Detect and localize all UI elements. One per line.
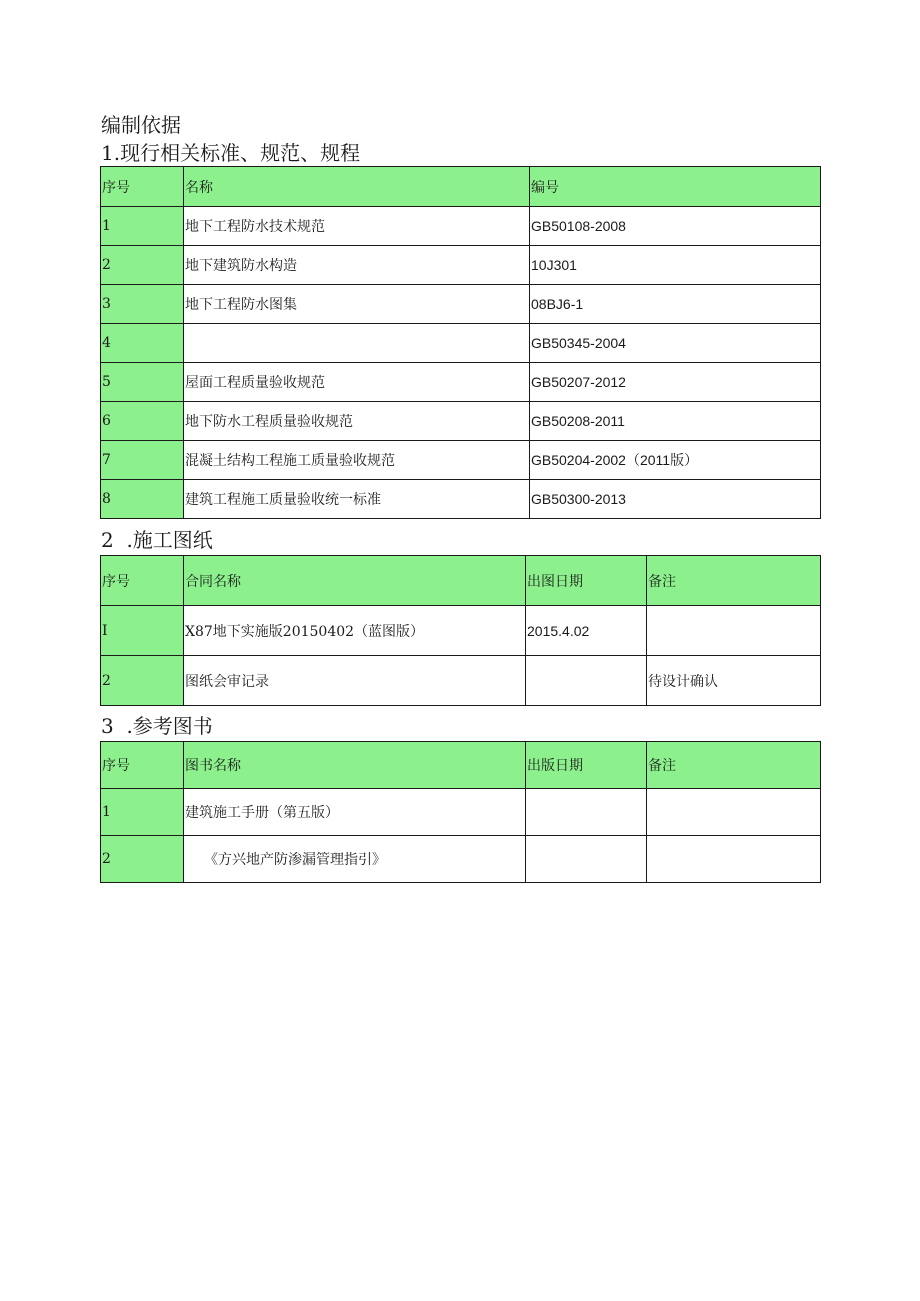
row-code: GB50208-2011 xyxy=(530,402,821,441)
row-date xyxy=(526,656,647,706)
row-code: GB50207-2012 xyxy=(530,363,821,402)
row-name: 屋面工程质量验收规范 xyxy=(184,363,530,402)
header-index: 序号 xyxy=(101,742,184,789)
row-name: 地下工程防水图集 xyxy=(184,285,530,324)
header-name: 图书名称 xyxy=(184,742,526,789)
row-index: 2 xyxy=(101,836,184,883)
row-index: I xyxy=(101,606,184,656)
row-note xyxy=(647,789,821,836)
row-code: GB50108-2008 xyxy=(530,207,821,246)
header-note: 备注 xyxy=(647,556,821,606)
row-code: GB50345-2004 xyxy=(530,324,821,363)
row-name: 建筑施工手册（第五版） xyxy=(184,789,526,836)
table-row xyxy=(101,836,821,883)
table-row xyxy=(101,606,821,656)
reference-books-table xyxy=(100,741,821,883)
row-name: 建筑工程施工质量验收统一标准 xyxy=(184,480,530,519)
row-note xyxy=(647,836,821,883)
table-header-row xyxy=(101,742,821,789)
table-row xyxy=(101,285,821,324)
row-index: 1 xyxy=(101,207,184,246)
row-code: 10J301 xyxy=(530,246,821,285)
section-heading-reference-books: 3 .参考图书 xyxy=(101,714,213,738)
header-note: 备注 xyxy=(647,742,821,789)
drawings-table xyxy=(100,555,821,706)
row-date: 2015.4.02 xyxy=(526,606,647,656)
section-heading-drawings: 2 .施工图纸 xyxy=(101,528,213,552)
table-header-row xyxy=(101,167,821,207)
header-index: 序号 xyxy=(101,167,184,207)
header-date: 出图日期 xyxy=(526,556,647,606)
table-row xyxy=(101,480,821,519)
row-index: 1 xyxy=(101,789,184,836)
row-index: 3 xyxy=(101,285,184,324)
row-name: 图纸会审记录 xyxy=(184,656,526,706)
row-index: 4 xyxy=(101,324,184,363)
table-row xyxy=(101,246,821,285)
table-row xyxy=(101,441,821,480)
row-name: 混凝土结构工程施工质量验收规范 xyxy=(184,441,530,480)
row-index: 8 xyxy=(101,480,184,519)
header-code: 编号 xyxy=(530,167,821,207)
table-row xyxy=(101,402,821,441)
row-note xyxy=(647,606,821,656)
row-index: 7 xyxy=(101,441,184,480)
row-index: 5 xyxy=(101,363,184,402)
row-date xyxy=(526,789,647,836)
row-note: 待设计确认 xyxy=(647,656,821,706)
row-code: GB50300-2013 xyxy=(530,480,821,519)
row-name: X87地下实施版20150402（蓝图版） xyxy=(184,606,526,656)
table-header-row xyxy=(101,556,821,606)
row-index: 2 xyxy=(101,656,184,706)
table-row xyxy=(101,324,821,363)
row-index: 6 xyxy=(101,402,184,441)
row-name: 地下建筑防水构造 xyxy=(184,246,530,285)
row-name: 地下工程防水技术规范 xyxy=(184,207,530,246)
row-name: 地下防水工程质量验收规范 xyxy=(184,402,530,441)
header-date: 出版日期 xyxy=(526,742,647,789)
section-heading-standards: 1.现行相关标准、规范、规程 xyxy=(101,141,361,165)
table-row xyxy=(101,363,821,402)
row-date xyxy=(526,836,647,883)
row-code: GB50204-2002（2011版） xyxy=(530,441,821,480)
row-name: 《方兴地产防渗漏管理指引》 xyxy=(184,836,526,883)
header-name: 名称 xyxy=(184,167,530,207)
table-row xyxy=(101,656,821,706)
document-title: 编制依据 xyxy=(101,113,181,137)
row-name xyxy=(184,324,530,363)
header-index: 序号 xyxy=(101,556,184,606)
row-code: 08BJ6-1 xyxy=(530,285,821,324)
standards-table xyxy=(100,166,821,519)
table-row xyxy=(101,207,821,246)
table-row xyxy=(101,789,821,836)
header-name: 合同名称 xyxy=(184,556,526,606)
row-index: 2 xyxy=(101,246,184,285)
